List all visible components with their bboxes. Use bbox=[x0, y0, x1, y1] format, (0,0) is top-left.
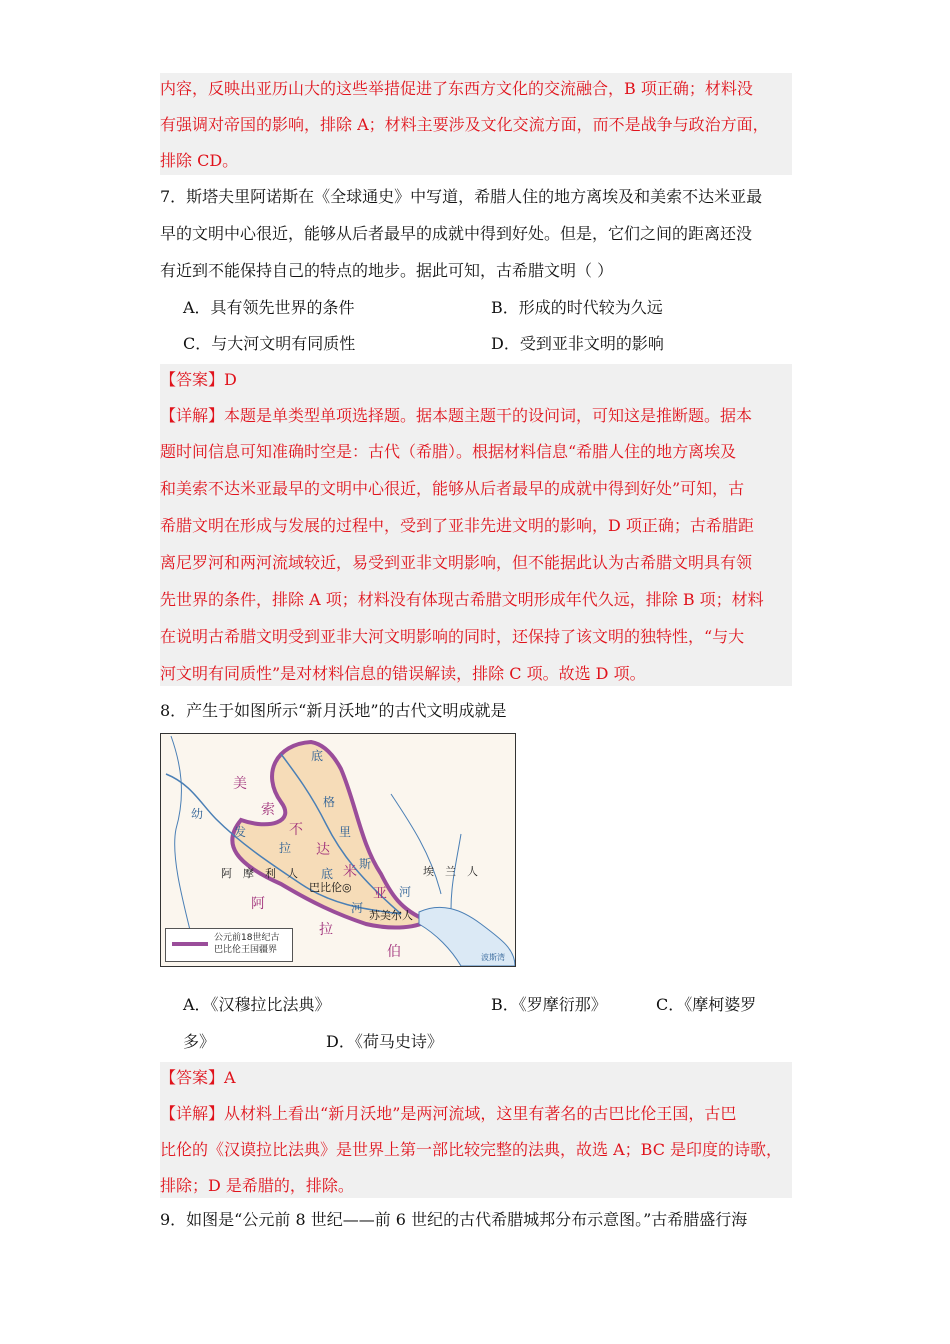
q7-detail-line: 离尼罗河和两河流域较近，易受到亚非文明影响，但不能据此认为古希腊文明具有领 bbox=[160, 553, 753, 572]
q7-detail-line: 希腊文明在形成与发展的过程中，受到了亚非先进文明的影响，D 项正确；古希腊距 bbox=[160, 516, 754, 535]
map-label-di2: 底 bbox=[321, 867, 334, 881]
q8-answer: 【答案】A bbox=[160, 1068, 236, 1087]
q7-detail-line bbox=[160, 406, 752, 426]
q8-stem: 8．产生于如图所示“新月沃地”的古代文明成就是 bbox=[160, 701, 507, 720]
map-label-mei: 美 bbox=[233, 776, 247, 792]
map-label-li1: 里 bbox=[339, 825, 352, 839]
map-label-la1: 拉 bbox=[279, 841, 292, 855]
map-label-bo: 伯 bbox=[387, 944, 401, 960]
prev-answer-line: 有强调对帝国的影响，排除 A；材料主要涉及文化交流方面，而不是战争与政治方面， bbox=[160, 115, 769, 134]
map-label-fa: 发 bbox=[234, 825, 247, 839]
map-label-sumer: 苏美尔人 bbox=[369, 909, 413, 922]
map-legend bbox=[165, 928, 293, 962]
map-label-ya: 亚 bbox=[373, 886, 387, 902]
map-label-amorite: 阿 摩 利 人 bbox=[221, 867, 298, 880]
q7-option-c[interactable]: C．与大河文明有同质性 bbox=[183, 334, 356, 353]
q7-stem-line: 早的文明中心很近，能够从后者最早的成就中得到好处。但是，它们之间的距离还没 bbox=[160, 224, 753, 243]
map-label-he2: 河 bbox=[351, 901, 364, 915]
q7-answer: 【答案】D bbox=[160, 370, 237, 389]
map-label-a: 阿 bbox=[251, 896, 265, 912]
q8-option-c[interactable]: C．《摩柯婆罗 bbox=[656, 995, 757, 1014]
prev-answer-line: 内容，反映出亚历山大的这些举措促进了东西方文化的交流融合，B 项正确；材料没 bbox=[160, 79, 753, 98]
q7-option-d[interactable]: D．受到亚非文明的影响 bbox=[491, 334, 664, 353]
q7-detail-line: 先世界的条件，排除 A 项；材料没有体现古希腊文明形成年代久远，排除 B 项；材料 bbox=[160, 590, 764, 609]
q8-detail-line bbox=[160, 1104, 736, 1124]
map-label-babylon: 巴比伦◎ bbox=[309, 881, 352, 894]
map-label-elamite: 埃 兰 人 bbox=[423, 865, 478, 878]
q8-option-a[interactable]: A．《汉穆拉比法典》 bbox=[183, 995, 331, 1014]
q8-detail-line: 排除；D 是希腊的，排除。 bbox=[160, 1176, 354, 1195]
map-label-gulf: 波斯湾 bbox=[481, 953, 505, 962]
map-label-you: 幼 bbox=[191, 807, 204, 821]
q7-detail-line: 河文明有同质性”是对材料信息的错误解读，排除 C 项。故选 D 项。 bbox=[160, 664, 646, 683]
q8-detail-line: 比伦的《汉谟拉比法典》是世界上第一部比较完整的法典，故选 A；BC 是印度的诗歌， bbox=[160, 1140, 783, 1159]
q8-detail-tag: 【详解】 bbox=[160, 1104, 225, 1123]
map-label-ge: 格 bbox=[323, 795, 336, 809]
q8-answer-block bbox=[160, 1062, 792, 1198]
map-label-mi: 米 bbox=[343, 864, 357, 880]
q7-detail-line: 和美索不达米亚最早的文明中心很近，能够从后者最早的成就中得到好处”可知，古 bbox=[160, 479, 745, 498]
q7-option-b[interactable]: B．形成的时代较为久远 bbox=[491, 298, 663, 317]
map-label-si: 斯 bbox=[359, 857, 372, 871]
q9-stem: 9．如图是“公元前 8 世纪——前 6 世纪的古代希腊城邦分布示意图。”古希腊盛行海 bbox=[160, 1210, 748, 1229]
legend-text: 公元前18世纪古巴比伦王国疆界 bbox=[214, 933, 280, 955]
q8-option-c-cont: 多》 bbox=[183, 1032, 216, 1051]
prev-answer-line: 排除 CD。 bbox=[160, 151, 239, 170]
map-label-da: 达 bbox=[316, 842, 330, 858]
map-label-di1: 底 bbox=[311, 749, 324, 763]
q7-stem-line: 7．斯塔夫里阿诺斯在《全球通史》中写道，希腊人住的地方离埃及和美索不达米亚最 bbox=[160, 187, 763, 206]
q7-option-a[interactable]: A．具有领先世界的条件 bbox=[183, 298, 355, 317]
q7-stem-line: 有近到不能保持自己的特点的地步。据此可知，古希腊文明（ ） bbox=[160, 261, 614, 280]
map-label-bu: 不 bbox=[289, 822, 303, 838]
map-label-he1: 河 bbox=[399, 885, 412, 899]
q8-option-b[interactable]: B．《罗摩衍那》 bbox=[491, 995, 607, 1014]
legend-swatch bbox=[172, 942, 208, 946]
map-label-suo: 索 bbox=[261, 802, 275, 818]
map-label-la2: 拉 bbox=[319, 922, 333, 938]
q7-detail-line: 题时间信息可知准确时空是：古代（希腊）。根据材料信息“希腊人住的地方离埃及 bbox=[160, 442, 737, 461]
q7-detail-text: 本题是单类型单项选择题。据本题主题干的设问词，可知这是推断题。据本 bbox=[224, 406, 753, 425]
q7-detail-line: 在说明古希腊文明受到亚非大河文明影响的同时，还保持了该文明的独特性，“与大 bbox=[160, 627, 745, 646]
fertile-crescent-map bbox=[160, 733, 516, 967]
q8-detail-text: 从材料上看出“新月沃地”是两河流域，这里有著名的古巴比伦王国，古巴 bbox=[224, 1104, 737, 1123]
q8-option-d[interactable]: D．《荷马史诗》 bbox=[326, 1032, 443, 1051]
prev-answer-block bbox=[160, 73, 792, 175]
q7-answer-block bbox=[160, 364, 792, 686]
q7-detail-tag: 【详解】 bbox=[160, 406, 225, 425]
